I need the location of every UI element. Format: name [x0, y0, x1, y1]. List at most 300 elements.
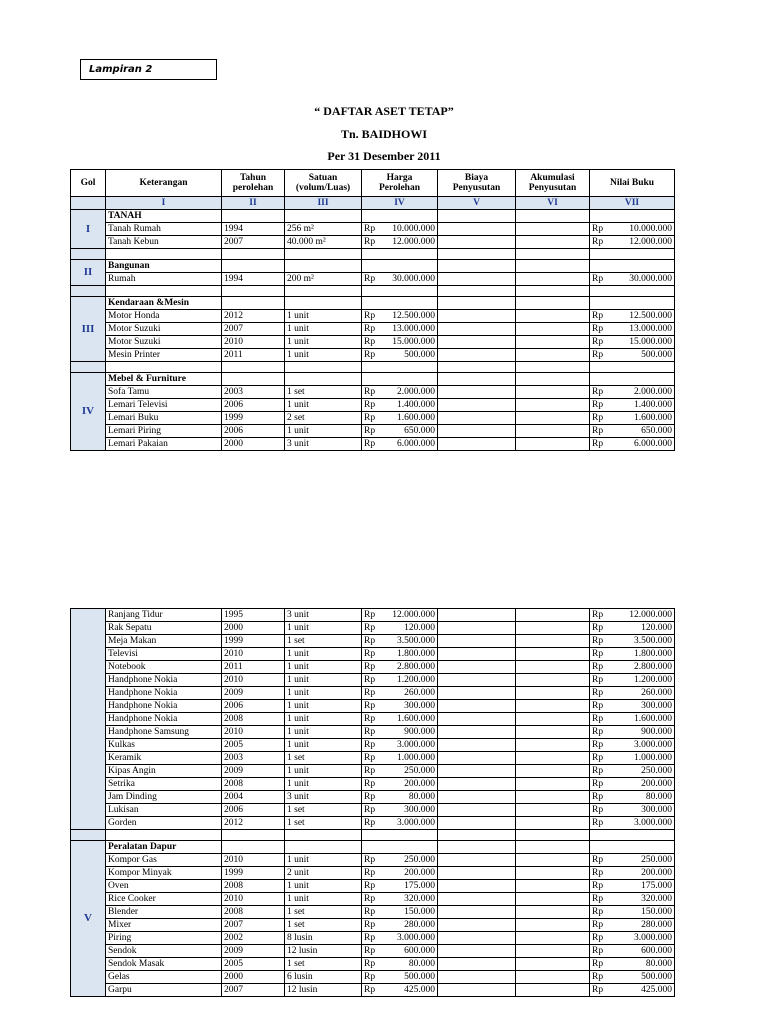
tahun-cell: 2005	[222, 739, 285, 752]
roman-vii: VII	[590, 197, 675, 210]
harga-value: 200.000	[404, 867, 435, 878]
harga-cell	[362, 373, 438, 386]
gol-cell: V	[71, 841, 106, 997]
keterangan-cell: Kompor Gas	[106, 854, 222, 867]
harga-cell	[362, 932, 438, 945]
tahun-cell: 2011	[222, 661, 285, 674]
tahun-cell: 2002	[222, 932, 285, 945]
currency-label: Rp	[364, 726, 376, 737]
table-row	[71, 386, 675, 399]
tahun-cell: 2000	[222, 971, 285, 984]
harga-cell	[362, 906, 438, 919]
harga-value: 3.000.000	[397, 739, 435, 750]
currency-label: Rp	[592, 739, 604, 750]
nilai-value: 1.000.000	[634, 752, 672, 763]
biaya-cell	[438, 373, 516, 386]
harga-cell	[362, 310, 438, 323]
biaya-cell	[438, 336, 516, 349]
akumulasi-cell	[516, 726, 590, 739]
harga-cell	[362, 609, 438, 622]
biaya-cell	[438, 804, 516, 817]
harga-cell	[362, 971, 438, 984]
tahun-cell: 2009	[222, 945, 285, 958]
keterangan-cell: TANAH	[106, 210, 222, 223]
tahun-cell: 2000	[222, 438, 285, 451]
spacer-row	[71, 249, 675, 260]
currency-label: Rp	[592, 765, 604, 776]
currency-label: Rp	[592, 438, 604, 449]
currency-label: Rp	[364, 713, 376, 724]
currency-label: Rp	[592, 854, 604, 865]
harga-cell	[362, 425, 438, 438]
blank-cell	[590, 362, 675, 373]
currency-label: Rp	[592, 752, 604, 763]
harga-cell	[362, 893, 438, 906]
harga-cell	[362, 713, 438, 726]
nilai-cell	[590, 236, 675, 249]
blank-cell	[438, 286, 516, 297]
table-row	[71, 648, 675, 661]
nilai-cell	[590, 752, 675, 765]
currency-label: Rp	[592, 791, 604, 802]
keterangan-cell: Meja Makan	[106, 635, 222, 648]
keterangan-cell: Kompor Minyak	[106, 867, 222, 880]
keterangan-cell: Keramik	[106, 752, 222, 765]
satuan-cell: 1 unit	[285, 323, 362, 336]
keterangan-cell: Handphone Samsung	[106, 726, 222, 739]
tahun-cell: 2008	[222, 906, 285, 919]
keterangan-cell: Peralatan Dapur	[106, 841, 222, 854]
satuan-cell: 1 set	[285, 804, 362, 817]
akumulasi-cell	[516, 880, 590, 893]
section-row	[71, 373, 675, 386]
akumulasi-cell	[516, 310, 590, 323]
currency-label: Rp	[592, 648, 604, 659]
satuan-cell: 1 unit	[285, 765, 362, 778]
tahun-cell: 1994	[222, 273, 285, 286]
currency-label: Rp	[592, 713, 604, 724]
biaya-cell	[438, 817, 516, 830]
keterangan-cell: Mebel & Furniture	[106, 373, 222, 386]
blank-cell	[590, 286, 675, 297]
biaya-cell	[438, 984, 516, 997]
akumulasi-cell	[516, 854, 590, 867]
satuan-cell: 1 set	[285, 386, 362, 399]
nilai-value: 13.000.000	[629, 323, 672, 334]
harga-cell	[362, 349, 438, 362]
table-row	[71, 349, 675, 362]
table-row	[71, 336, 675, 349]
currency-label: Rp	[364, 945, 376, 956]
currency-label: Rp	[364, 765, 376, 776]
keterangan-cell: Blender	[106, 906, 222, 919]
satuan-cell: 1 set	[285, 752, 362, 765]
satuan-cell: 1 set	[285, 958, 362, 971]
blank-cell	[222, 286, 285, 297]
gol-cell: IV	[71, 373, 106, 451]
akumulasi-cell	[516, 971, 590, 984]
roman-i: I	[106, 197, 222, 210]
biaya-cell	[438, 349, 516, 362]
keterangan-cell: Lemari Televisi	[106, 399, 222, 412]
satuan-cell: 1 set	[285, 919, 362, 932]
tahun-cell	[222, 841, 285, 854]
harga-cell	[362, 622, 438, 635]
nilai-value: 120.000	[641, 622, 672, 633]
satuan-cell	[285, 373, 362, 386]
nilai-value: 500.000	[641, 349, 672, 360]
harga-cell	[362, 765, 438, 778]
tahun-cell: 1995	[222, 609, 285, 622]
keterangan-cell: Gorden	[106, 817, 222, 830]
akumulasi-cell	[516, 260, 590, 273]
biaya-cell	[438, 425, 516, 438]
nilai-cell	[590, 661, 675, 674]
akumulasi-cell	[516, 945, 590, 958]
keterangan-cell: Motor Honda	[106, 310, 222, 323]
currency-label: Rp	[364, 635, 376, 646]
tahun-cell: 2006	[222, 425, 285, 438]
satuan-cell: 1 unit	[285, 726, 362, 739]
akumulasi-cell	[516, 323, 590, 336]
gol-cell	[71, 609, 106, 830]
currency-label: Rp	[364, 674, 376, 685]
table-row	[71, 661, 675, 674]
nilai-cell	[590, 635, 675, 648]
harga-value: 3.000.000	[397, 817, 435, 828]
keterangan-cell: Ranjang Tidur	[106, 609, 222, 622]
nilai-cell	[590, 867, 675, 880]
tahun-cell: 2012	[222, 310, 285, 323]
akumulasi-cell	[516, 791, 590, 804]
harga-value: 15.000.000	[392, 336, 435, 347]
akumulasi-cell	[516, 919, 590, 932]
currency-label: Rp	[364, 223, 376, 234]
nilai-value: 1.600.000	[634, 412, 672, 423]
blank-cell	[362, 830, 438, 841]
biaya-cell	[438, 399, 516, 412]
table-row	[71, 713, 675, 726]
table-row	[71, 739, 675, 752]
nilai-cell	[590, 674, 675, 687]
nilai-cell	[590, 984, 675, 997]
nilai-value: 80.000	[645, 958, 672, 969]
blank-cell	[362, 286, 438, 297]
satuan-cell: 6 lusin	[285, 971, 362, 984]
biaya-cell	[438, 854, 516, 867]
harga-cell	[362, 210, 438, 223]
satuan-cell: 1 unit	[285, 778, 362, 791]
harga-value: 12.000.000	[392, 236, 435, 247]
col-header-gol: Gol	[71, 170, 106, 197]
nilai-value: 30.000.000	[629, 273, 672, 284]
satuan-cell: 8 lusin	[285, 932, 362, 945]
currency-label: Rp	[364, 958, 376, 969]
biaya-cell	[438, 841, 516, 854]
keterangan-cell: Tanah Kebun	[106, 236, 222, 249]
gol-cell: II	[71, 260, 106, 286]
keterangan-cell: Piring	[106, 932, 222, 945]
akumulasi-cell	[516, 739, 590, 752]
currency-label: Rp	[364, 817, 376, 828]
akumulasi-cell	[516, 210, 590, 223]
satuan-cell: 1 unit	[285, 310, 362, 323]
tahun-cell: 2004	[222, 791, 285, 804]
satuan-cell: 200 m²	[285, 273, 362, 286]
harga-value: 250.000	[404, 765, 435, 776]
keterangan-cell: Mesin Printer	[106, 349, 222, 362]
harga-cell	[362, 674, 438, 687]
table-row	[71, 700, 675, 713]
biaya-cell	[438, 223, 516, 236]
nilai-value: 15.000.000	[629, 336, 672, 347]
keterangan-cell: Oven	[106, 880, 222, 893]
currency-label: Rp	[364, 906, 376, 917]
nilai-cell	[590, 399, 675, 412]
satuan-cell: 1 unit	[285, 893, 362, 906]
roman-ii: II	[222, 197, 285, 210]
col-header-satuan: Satuan (volum/Luas)	[285, 170, 362, 197]
nilai-value: 250.000	[641, 765, 672, 776]
biaya-cell	[438, 412, 516, 425]
satuan-cell: 12 lusin	[285, 984, 362, 997]
satuan-cell	[285, 260, 362, 273]
harga-value: 500.000	[404, 349, 435, 360]
harga-cell	[362, 438, 438, 451]
satuan-cell: 1 unit	[285, 854, 362, 867]
roman-iv: IV	[362, 197, 438, 210]
currency-label: Rp	[592, 674, 604, 685]
currency-label: Rp	[592, 223, 604, 234]
keterangan-cell: Lemari Piring	[106, 425, 222, 438]
report-date: Per 31 Desember 2011	[327, 149, 441, 163]
akumulasi-cell	[516, 778, 590, 791]
akumulasi-cell	[516, 804, 590, 817]
tahun-cell: 1994	[222, 223, 285, 236]
biaya-cell	[438, 323, 516, 336]
col-header-akumulasi: Akumulasi Penyusutan	[516, 170, 590, 197]
blank-cell	[71, 249, 106, 260]
keterangan-cell: Garpu	[106, 984, 222, 997]
satuan-cell	[285, 297, 362, 310]
nilai-value: 200.000	[641, 778, 672, 789]
nilai-value: 900.000	[641, 726, 672, 737]
satuan-cell	[285, 841, 362, 854]
harga-cell	[362, 739, 438, 752]
currency-label: Rp	[364, 880, 376, 891]
akumulasi-cell	[516, 223, 590, 236]
nilai-cell	[590, 297, 675, 310]
currency-label: Rp	[592, 971, 604, 982]
spacer-row	[71, 830, 675, 841]
harga-value: 600.000	[404, 945, 435, 956]
table-row	[71, 958, 675, 971]
blank-cell	[71, 362, 106, 373]
blank-cell	[71, 830, 106, 841]
biaya-cell	[438, 700, 516, 713]
blank-cell	[222, 362, 285, 373]
satuan-cell: 1 set	[285, 635, 362, 648]
section-row	[71, 297, 675, 310]
currency-label: Rp	[364, 438, 376, 449]
currency-label: Rp	[592, 412, 604, 423]
harga-value: 500.000	[404, 971, 435, 982]
table-row	[71, 674, 675, 687]
biaya-cell	[438, 739, 516, 752]
harga-value: 650.000	[404, 425, 435, 436]
biaya-cell	[438, 236, 516, 249]
keterangan-cell: Lemari Pakaian	[106, 438, 222, 451]
roman-blank	[71, 197, 106, 210]
table-row	[71, 804, 675, 817]
nilai-cell	[590, 425, 675, 438]
blank-cell	[438, 362, 516, 373]
owner-name: Tn. BAIDHOWI	[340, 127, 428, 141]
satuan-cell	[285, 210, 362, 223]
tahun-cell	[222, 210, 285, 223]
keterangan-cell: Kulkas	[106, 739, 222, 752]
currency-label: Rp	[364, 854, 376, 865]
nilai-cell	[590, 958, 675, 971]
currency-label: Rp	[592, 778, 604, 789]
currency-label: Rp	[364, 349, 376, 360]
biaya-cell	[438, 778, 516, 791]
currency-label: Rp	[592, 945, 604, 956]
harga-cell	[362, 273, 438, 286]
table-row	[71, 425, 675, 438]
blank-cell	[516, 286, 590, 297]
currency-label: Rp	[364, 661, 376, 672]
nilai-cell	[590, 841, 675, 854]
akumulasi-cell	[516, 648, 590, 661]
nilai-value: 600.000	[641, 945, 672, 956]
tahun-cell: 2003	[222, 752, 285, 765]
table-row	[71, 310, 675, 323]
table-row	[71, 438, 675, 451]
nilai-cell	[590, 273, 675, 286]
keterangan-cell: Handphone Nokia	[106, 687, 222, 700]
harga-value: 12.000.000	[392, 609, 435, 620]
biaya-cell	[438, 893, 516, 906]
tahun-cell: 2007	[222, 236, 285, 249]
tahun-cell: 2003	[222, 386, 285, 399]
tahun-cell: 2006	[222, 700, 285, 713]
tahun-cell: 2007	[222, 323, 285, 336]
tahun-cell: 2009	[222, 687, 285, 700]
akumulasi-cell	[516, 932, 590, 945]
table-row	[71, 273, 675, 286]
currency-label: Rp	[592, 273, 604, 284]
section-row	[71, 210, 675, 223]
harga-value: 1.400.000	[397, 399, 435, 410]
currency-label: Rp	[364, 386, 376, 397]
satuan-cell: 1 unit	[285, 622, 362, 635]
tahun-cell: 2010	[222, 726, 285, 739]
satuan-cell: 256 m²	[285, 223, 362, 236]
akumulasi-cell	[516, 765, 590, 778]
keterangan-cell: Jam Dinding	[106, 791, 222, 804]
nilai-cell	[590, 700, 675, 713]
harga-value: 150.000	[404, 906, 435, 917]
nilai-cell	[590, 438, 675, 451]
nilai-value: 260.000	[641, 687, 672, 698]
harga-cell	[362, 867, 438, 880]
currency-label: Rp	[364, 336, 376, 347]
nilai-cell	[590, 323, 675, 336]
tahun-cell: 2010	[222, 336, 285, 349]
currency-label: Rp	[592, 919, 604, 930]
harga-value: 120.000	[404, 622, 435, 633]
nilai-cell	[590, 817, 675, 830]
keterangan-cell: Handphone Nokia	[106, 700, 222, 713]
table-row	[71, 609, 675, 622]
keterangan-cell: Handphone Nokia	[106, 713, 222, 726]
blank-cell	[222, 830, 285, 841]
table-row	[71, 945, 675, 958]
tahun-cell: 2008	[222, 778, 285, 791]
nilai-value: 10.000.000	[629, 223, 672, 234]
currency-label: Rp	[592, 804, 604, 815]
currency-label: Rp	[364, 687, 376, 698]
currency-label: Rp	[592, 661, 604, 672]
tahun-cell: 2010	[222, 893, 285, 906]
satuan-cell: 1 unit	[285, 739, 362, 752]
blank-cell	[106, 830, 222, 841]
nilai-value: 300.000	[641, 804, 672, 815]
akumulasi-cell	[516, 817, 590, 830]
nilai-cell	[590, 210, 675, 223]
harga-cell	[362, 297, 438, 310]
currency-label: Rp	[364, 932, 376, 943]
akumulasi-cell	[516, 893, 590, 906]
nilai-value: 175.000	[641, 880, 672, 891]
nilai-cell	[590, 687, 675, 700]
harga-cell	[362, 412, 438, 425]
table-row	[71, 854, 675, 867]
harga-cell	[362, 791, 438, 804]
table-row	[71, 687, 675, 700]
currency-label: Rp	[364, 778, 376, 789]
table-row	[71, 726, 675, 739]
keterangan-cell: Televisi	[106, 648, 222, 661]
satuan-cell: 3 unit	[285, 609, 362, 622]
asset-table-part-2	[70, 608, 675, 997]
harga-cell	[362, 726, 438, 739]
harga-value: 300.000	[404, 804, 435, 815]
akumulasi-cell	[516, 687, 590, 700]
tahun-cell: 1999	[222, 867, 285, 880]
tahun-cell: 2010	[222, 854, 285, 867]
nilai-cell	[590, 778, 675, 791]
harga-cell	[362, 399, 438, 412]
keterangan-cell: Rice Cooker	[106, 893, 222, 906]
currency-label: Rp	[592, 984, 604, 995]
biaya-cell	[438, 438, 516, 451]
harga-value: 250.000	[404, 854, 435, 865]
harga-cell	[362, 919, 438, 932]
currency-label: Rp	[592, 425, 604, 436]
currency-label: Rp	[592, 336, 604, 347]
nilai-cell	[590, 260, 675, 273]
satuan-cell: 1 unit	[285, 648, 362, 661]
satuan-cell: 3 unit	[285, 791, 362, 804]
currency-label: Rp	[592, 236, 604, 247]
biaya-cell	[438, 661, 516, 674]
currency-label: Rp	[364, 622, 376, 633]
harga-value: 1.600.000	[397, 713, 435, 724]
blank-cell	[438, 249, 516, 260]
tahun-cell	[222, 373, 285, 386]
